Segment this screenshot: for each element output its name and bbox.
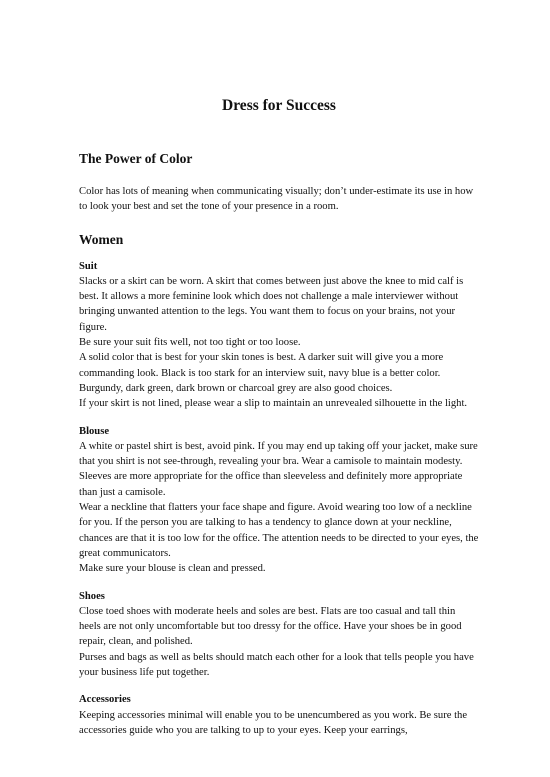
accessories-paragraph: Keeping accessories minimal will enable you to be unencumbered as you work. Be sure the accessories guide who you are talking to up to your eyes. Keep your earrings, (79, 709, 468, 736)
suit-paragraph: If your skirt is not lined, please wear a slip to maintain an unrevealed silhouette in the light. (79, 398, 468, 410)
heading-women: Women (79, 231, 124, 247)
blouse-paragraph: Wear a neckline that flatters your face shape and figure. Avoid wearing too low of a neckline for you. If the person you are talking to has a tendency to glance down at your neckline, chances are that it is too low for the office. The attention needs to be directed to your eyes, the great communicators. (79, 502, 479, 559)
section-suit (79, 259, 479, 412)
subheading-accessories: Accessories (79, 694, 131, 706)
suit-paragraph: A solid color that is best for your skin tones is best. A darker suit will give you a more commanding look. Black is too stark for an interview suit, navy blue is a better color. Burgundy, dark green, dark brown or charcoal grey are also good choices. (79, 352, 444, 394)
suit-paragraph: Be sure your suit fits well, not too tight or too loose. (79, 337, 301, 349)
shoes-paragraph: Purses and bags as well as belts should match each other for a look that tells people you have your business life put together. (79, 651, 474, 679)
blouse-paragraph: Make sure your blouse is clean and pressed. (79, 563, 266, 575)
shoes-paragraph: Close toed shoes with moderate heels and soles are best. Flats are too casual and tall thin heels are not only uncomfortable but too dressy for the office. Have your shoes be in good repair, clean, and polished. (79, 605, 462, 648)
heading-power-of-color: The Power of Color (79, 151, 193, 166)
paragraph-power-of-color: Color has lots of meaning when communicating visually; don’t under-estimate its use in how to look your best and set the tone of your presence in a room. (79, 186, 474, 213)
section-blouse (79, 424, 479, 577)
subheading-blouse: Blouse (79, 425, 110, 437)
subheading-shoes: Shoes (79, 590, 105, 602)
document-body (79, 96, 479, 738)
subheading-suit: Suit (79, 260, 98, 272)
suit-paragraph: Slacks or a skirt can be worn. A skirt that comes between just above the knee to mid calf is best. It allows a more feminine look which does not challenge a male interviewer without bringing unwanted attention to the legs. You want them to focus on your brains, not your figure. (79, 275, 464, 333)
document-title: Dress for Success (222, 97, 336, 114)
section-shoes (79, 589, 479, 681)
section-accessories (79, 692, 479, 738)
blouse-paragraph: A white or pastel shirt is best, avoid pink. If you may end up taking off your jacket, make sure that you shirt is not see-through, revealing your bra. Wear a camisole to maintain modesty. Sleeves are more appropriate for the office than sleeveless and definitely more appropriate than just a camisole. (79, 440, 478, 498)
